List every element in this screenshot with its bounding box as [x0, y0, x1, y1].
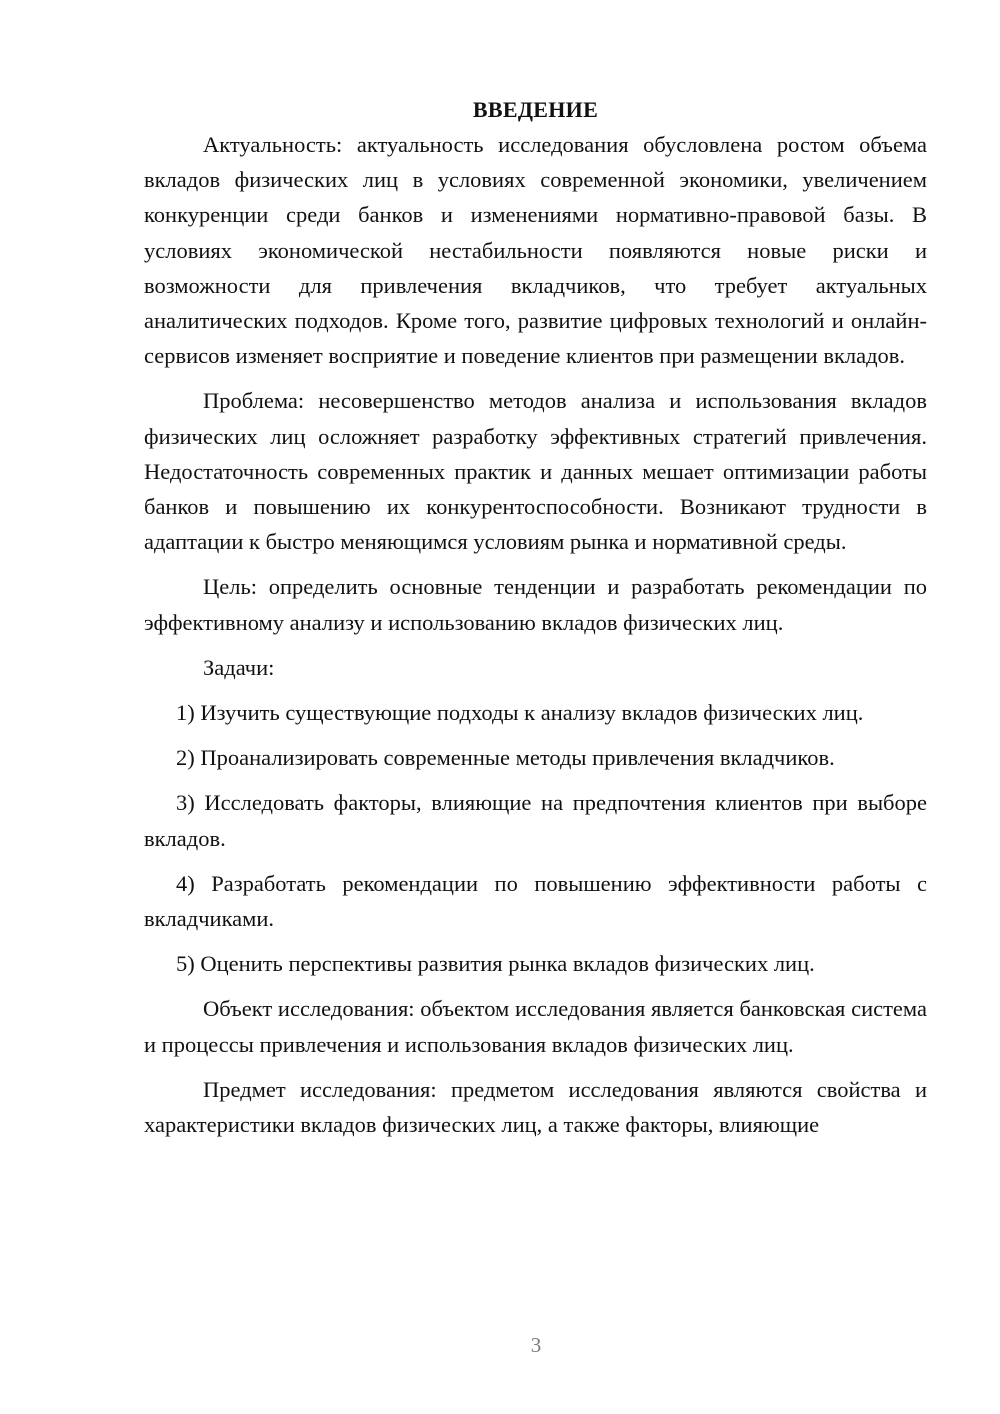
section-title: ВВЕДЕНИЕ: [472, 97, 599, 122]
task-item: 1) Изучить существующие подходы к анализу вкладов физических лиц.: [176, 700, 864, 726]
task-item: 3) Исследовать факторы, влияющие на предпочтения клиентов при выборе вкладов.: [144, 790, 927, 851]
task-item: 2) Проанализировать современные методы привлечения вкладчиков.: [176, 745, 835, 771]
paragraph-object: Объект исследования: объектом исследования является банковская система и процессы привлечения и использования вкладов физических лиц.: [144, 996, 927, 1057]
paragraph-problem: Проблема: несовершенство методов анализа и использования вкладов физических лиц осложняет разработку эффективных стратегий привлечения. Недостаточность современных практик и данных мешает оптимизации работы банков и повышению их конкурентоспособности. Возникают трудности в адаптации к быстро меняющимся условиям рынка и нормативной среды.: [144, 388, 927, 555]
task-item: 4) Разработать рекомендации по повышению эффективности работы с вкладчиками.: [144, 870, 927, 932]
document-page: [144, 92, 927, 1142]
tasks-heading: Задачи:: [203, 654, 275, 680]
paragraph-goal: Цель: определить основные тенденции и разработать рекомендации по эффективному анализу и использованию вкладов физических лиц.: [144, 574, 927, 635]
paragraph-relevance: Актуальность: актуальность исследования обусловлена ростом объема вкладов физических лиц в условиях современной экономики, увеличением конкуренции среди банков и изменениями нормативно-правовой базы. В условиях экономической нестабильности появляются новые риски и возможности для привлечения вкладчиков, что требует актуальных аналитических подходов. Кроме того, развитие цифровых технологий и онлайн-сервисов изменяет восприятие и поведение клиентов при размещении вкладов.: [144, 132, 927, 369]
task-item: 5) Оценить перспективы развития рынка вкладов физических лиц.: [176, 951, 815, 977]
paragraph-subject: Предмет исследования: предметом исследования являются свойства и характеристики вкладов физических лиц, а также факторы, влияющие: [144, 1076, 927, 1138]
page-number: 3: [530, 1333, 542, 1357]
